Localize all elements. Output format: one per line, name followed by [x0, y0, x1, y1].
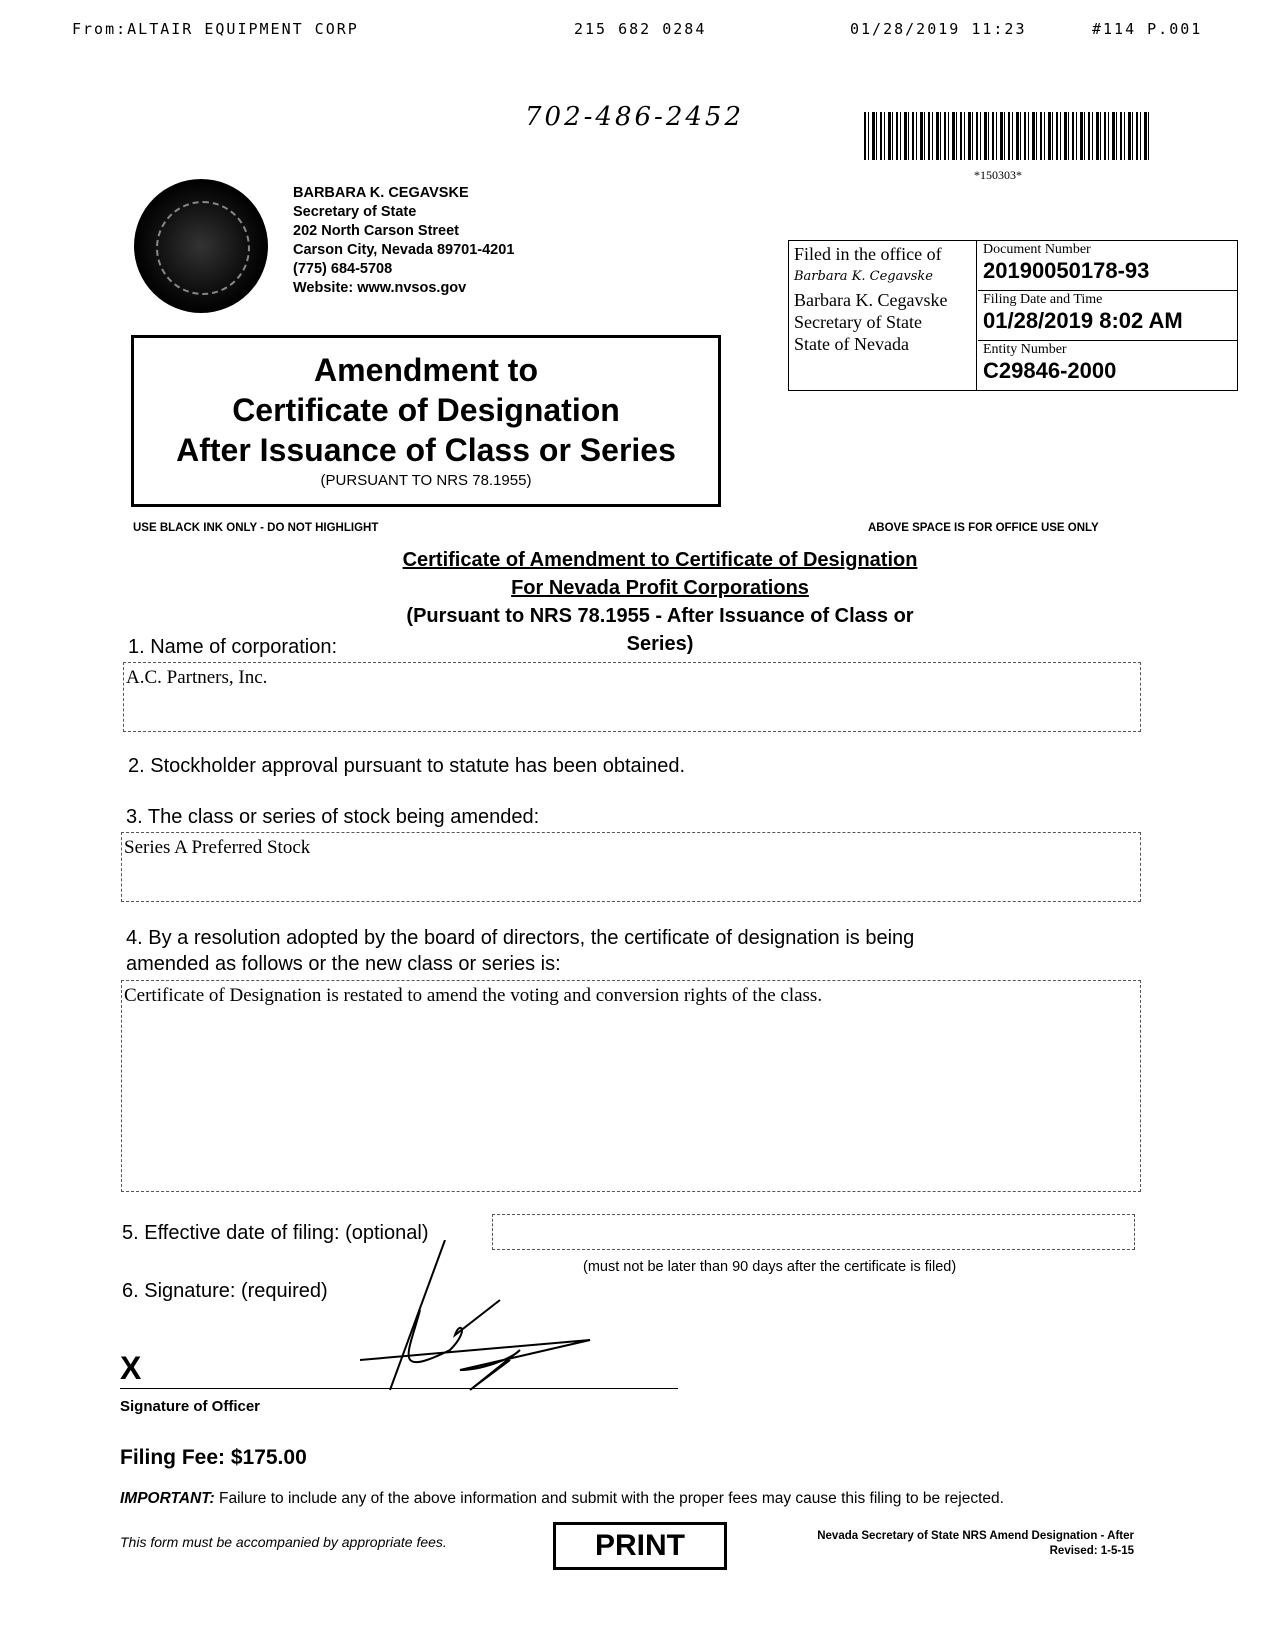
barcode	[864, 112, 1152, 160]
print-button[interactable]: PRINT	[553, 1522, 727, 1570]
filing-secretary-name: Barbara K. Cegavske	[794, 290, 948, 310]
form-title-sub: (PURSUANT TO NRS 78.1955)	[320, 472, 532, 489]
important-label: IMPORTANT:	[120, 1490, 215, 1507]
filing-stamp-box	[788, 240, 1238, 391]
certificate-heading-line4: Series)	[626, 633, 694, 655]
secretary-title: Secretary of State	[293, 204, 417, 220]
form-title-line2: Certificate of Designation	[232, 392, 620, 428]
q6-label: 6. Signature: (required)	[122, 1280, 328, 1302]
secretary-website: Website: www.nvsos.gov	[293, 280, 467, 296]
signature-line[interactable]	[120, 1388, 678, 1389]
black-ink-note: USE BLACK INK ONLY - DO NOT HIGHLIGHT	[133, 522, 379, 534]
filed-in-office: Filed in the office of	[794, 244, 942, 264]
filing-date-value: 01/28/2019 8:02 AM	[983, 308, 1183, 333]
q1-label: 1. Name of corporation:	[128, 636, 337, 658]
q5-note: (must not be later than 90 days after the certificate is filed)	[583, 1259, 957, 1275]
document-number-label: Document Number	[983, 242, 1091, 257]
fax-datetime: 01/28/2019 11:23	[850, 20, 1027, 38]
secretary-city: Carson City, Nevada 89701-4201	[293, 242, 515, 258]
entity-number-cell	[978, 341, 1238, 391]
filing-state: State of Nevada	[794, 334, 909, 354]
secretary-name: BARBARA K. CEGAVSKE	[293, 185, 469, 201]
filing-date-label: Filing Date and Time	[983, 292, 1103, 307]
secretary-address	[293, 184, 514, 298]
fee-note: This form must be accompanied by appropriate fees.	[120, 1534, 447, 1550]
form-title-line3: After Issuance of Class or Series	[176, 432, 676, 468]
form-title-line1: Amendment to	[314, 352, 538, 388]
form-title-box	[131, 335, 721, 507]
q2-label: 2. Stockholder approval pursuant to statute has been obtained.	[128, 755, 686, 777]
q5-label: 5. Effective date of filing: (optional)	[122, 1222, 429, 1244]
certificate-heading-line2: For Nevada Profit Corporations	[511, 577, 809, 599]
entity-number-value: C29846-2000	[983, 358, 1117, 383]
q3-label: 3. The class or series of stock being amended:	[126, 806, 540, 828]
certificate-heading-line1: Certificate of Amendment to Certificate of Designation	[402, 549, 918, 571]
amendment-text-field[interactable]: Certificate of Designation is restated to amend the voting and conversion rights of the class.	[121, 980, 1141, 1192]
corporation-name-field[interactable]: A.C. Partners, Inc.	[123, 662, 1141, 732]
handwritten-phone: 702-486-2452	[525, 102, 744, 132]
document-number-cell	[978, 241, 1238, 291]
document-number-value: 20190050178-93	[983, 258, 1150, 283]
signature-label: Signature of Officer	[120, 1398, 261, 1415]
entity-number-label: Entity Number	[983, 342, 1067, 357]
q4-label-line2: amended as follows or the new class or series is:	[126, 953, 561, 975]
filing-secretary-title: Secretary of State	[794, 312, 922, 332]
important-text: Failure to include any of the above information and submit with the proper fees may cause this filing to be rejected.	[214, 1490, 1004, 1507]
fax-page: #114 P.001	[1092, 20, 1203, 38]
certificate-heading-line3: (Pursuant to NRS 78.1955 - After Issuance of Class or	[406, 605, 914, 627]
officer-signature	[350, 1240, 650, 1420]
filing-date-cell	[978, 291, 1238, 341]
q4-label-line1: 4. By a resolution adopted by the board of directors, the certificate of designation is being	[126, 927, 915, 949]
office-use-note: ABOVE SPACE IS FOR OFFICE USE ONLY	[868, 522, 1099, 534]
fax-sender: From:ALTAIR EQUIPMENT CORP	[72, 20, 359, 38]
barcode-number: *150303*	[974, 168, 1022, 182]
filing-fee: Filing Fee: $175.00	[120, 1446, 307, 1469]
state-seal-icon	[134, 179, 268, 313]
stock-class-field[interactable]: Series A Preferred Stock	[121, 832, 1141, 902]
secretary-signature: Barbara K. Cegavske	[794, 269, 933, 284]
form-revised: Revised: 1-5-15	[1049, 1545, 1134, 1557]
form-name: Nevada Secretary of State NRS Amend Designation - After	[817, 1530, 1134, 1542]
fax-phone: 215 682 0284	[574, 20, 707, 38]
signature-x-mark: X	[120, 1350, 142, 1386]
certificate-heading	[330, 546, 990, 658]
filing-office-column	[789, 241, 977, 390]
important-note	[120, 1490, 1140, 1508]
secretary-street: 202 North Carson Street	[293, 223, 459, 239]
secretary-phone: (775) 684-5708	[293, 261, 393, 277]
